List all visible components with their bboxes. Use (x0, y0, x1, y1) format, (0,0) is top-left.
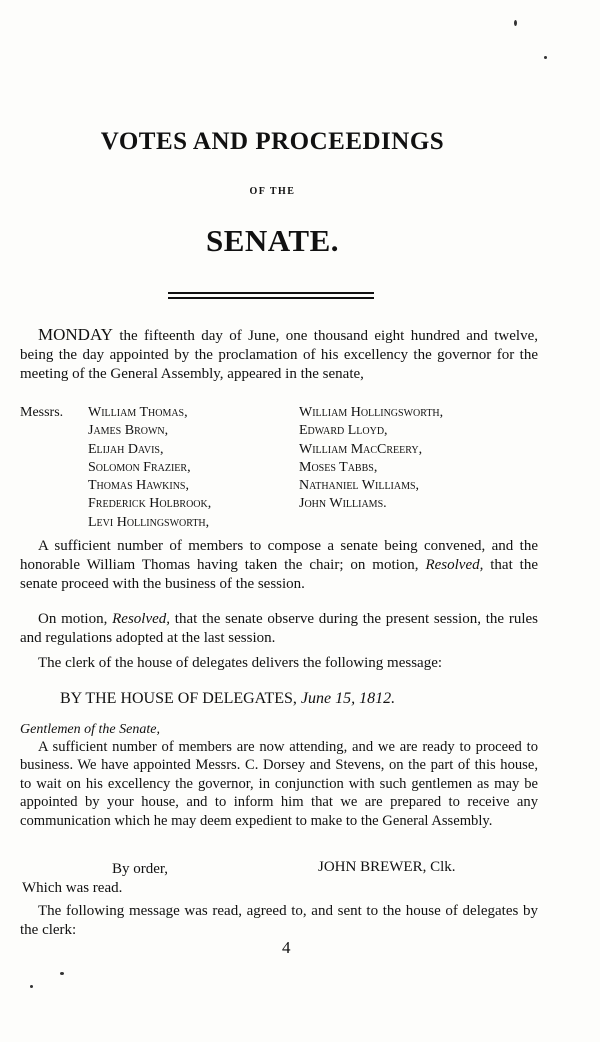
rules-text-a: On motion, (38, 611, 113, 627)
member-name: William Thomas, (88, 405, 188, 420)
rules-text-b: that the senate observe during the present session, the rules and regulations adopted at the last session. (20, 611, 538, 646)
member-name: Levi Hollingsworth, (88, 514, 210, 530)
rules-paragraph (20, 610, 538, 648)
member-name: James Brown, (88, 423, 169, 439)
member-name: Moses Tabbs, (299, 459, 378, 475)
opening-text: the fifteenth day of June, one thousand eight hundred and twelve, being the day appointed by the proclamation of his excellency the governor for the meeting of the General Assembly, appeared in the senate, (20, 328, 538, 382)
opening-day: MONDAY (38, 325, 113, 344)
quorum-text-a: A sufficient number of members to compose a senate being convened, and the honorable William Thomas having taken the chair; on motion, (20, 538, 538, 573)
title-senate: SENATE. (206, 223, 339, 258)
message-heading (60, 690, 395, 708)
quorum-resolved: Resolved, (425, 557, 484, 573)
closing-paragraph: The following message was read, agreed to, and sent to the house of delegates by the clerk: (20, 903, 538, 938)
member-name: Thomas Hawkins, (88, 478, 189, 494)
message-date: June 15, 1812. (300, 690, 396, 707)
member-name: Frederick Holbrook, (88, 496, 212, 512)
members-prefix: Messrs. (20, 405, 64, 420)
ink-speck (544, 56, 547, 59)
member-name: Nathaniel Williams, (299, 478, 420, 494)
member-name: Edward Lloyd, (299, 423, 388, 439)
opening-paragraph (20, 325, 538, 384)
title-main: VOTES AND PROCEEDINGS (100, 128, 445, 155)
clerk-paragraph: The clerk of the house of delegates delivers the following message: (38, 655, 443, 671)
member-name: William Hollingsworth, (299, 405, 444, 420)
title-rule-lower (168, 297, 374, 299)
member-name: William MacCreery, (299, 441, 423, 457)
quorum-text-b: that the senate proceed with the business of the session. (20, 557, 538, 592)
page-number: 4 (282, 938, 291, 957)
ink-speck (30, 985, 33, 988)
which-was-read: Which was read. (22, 880, 123, 896)
message-salutation: Gentlemen of the Senate, (20, 722, 160, 737)
message-body: A sufficient number of members are now attending, and we are ready to proceed to business. We have appointed Messrs. C. Dorsey and Stevens, on the part of this house, to wait on his excellency the governor, in conjunction with such gentlemen as may be appointed by your house, and to inform him that we are prepared to receive any communication which he may deem expedient to make to the General Assembly. (20, 739, 538, 829)
title-rule-upper (168, 292, 374, 294)
member-name: Solomon Frazier, (88, 459, 191, 475)
ink-speck (60, 972, 64, 975)
members-column-1 (88, 404, 211, 532)
by-order: By order, (112, 861, 169, 877)
members-column-2 (299, 404, 443, 514)
clerk-signature: JOHN BREWER, Clk. (318, 859, 456, 875)
member-name: Elijah Davis, (88, 441, 164, 457)
rules-resolved: Resolved, (112, 611, 171, 627)
message-heading-text: BY THE HOUSE OF DELEGATES, (60, 690, 301, 707)
title-sub: OF THE (249, 186, 296, 197)
member-name: John Williams. (299, 496, 387, 512)
ink-speck (514, 20, 517, 26)
quorum-paragraph (20, 537, 538, 594)
